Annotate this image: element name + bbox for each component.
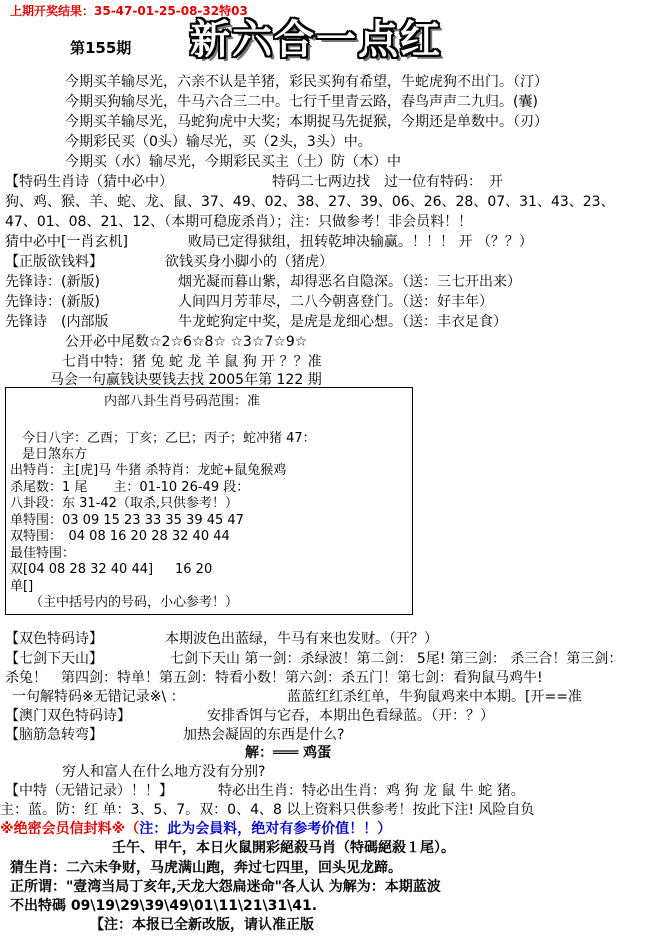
page-title: 新六合一点红 — [190, 17, 442, 63]
shuangse-head: 【双色特码诗】 — [5, 631, 103, 647]
qijian-head: 【七剑下天山】 — [5, 651, 103, 667]
box-bagua: 八卦段：东 31-42（取杀,只供参考！） — [10, 496, 239, 511]
box-bazi: 今日八字：乙酉；丁亥；乙巳；丙子；蛇冲猪 47： — [22, 431, 316, 446]
box-note: （主中括号内的号码，小心参考！） — [30, 595, 239, 610]
xianfeng-text-3: 牛龙蛇狗定中奖，是虎是龙细心想。（送：丰衣足食） — [178, 314, 507, 330]
box-dan: 单特围：03 09 15 23 33 35 39 45 47 — [10, 513, 244, 528]
aomen-head: 【澳门双色特码诗】 — [5, 708, 131, 724]
zhu-line: 主：蓝。防：红 单：3、5、7。双：0、4、8 以上资料只供参考！按此下注! 风险自负 — [0, 802, 535, 818]
xianfeng-label-1: 先锋诗：(新版) — [5, 274, 100, 290]
qixiao-line: 七肖中特：猪 兔 蛇 龙 羊 鼠 狗 开 ？？准 — [62, 354, 322, 370]
box-shi: 是日煞东方 — [22, 447, 88, 462]
aomen-text: 安排香饵与它吞，本期出色看绿蓝。（开：？） — [207, 708, 494, 724]
footer-note: 【注：本报已全新改版，请认准正版 — [90, 917, 314, 933]
caisheng-line: 猜生肖：二六未争财，马虎满山跑，奔过七四里，回头见龙蹄。 — [10, 860, 402, 876]
tema-poem-line2: 47、01、08、21、12、（本期可稳庞杀肖）；注：只做参考！非会员料！！ — [5, 214, 473, 230]
poem-line-3: 今期买羊输尽光，马蛇狗虎中大奖；本期捉马先捉猴，今期还是单数中。（刃） — [65, 114, 548, 130]
renwu-line: 壬午、甲午，本日火鼠開彩絕殺马肖（特碼絕殺１尾）。 — [112, 840, 455, 856]
zhongte-head: 【中特（无错记录）！！】 — [5, 783, 173, 799]
tema-poem-head2: 特码二七两边找 过一位有特码： 开 — [272, 174, 503, 190]
xianfeng-label-2: 先锋诗：(新版) — [5, 294, 100, 310]
xianfeng-text-1: 烟光凝而暮山紫，却得恶名自隐深。（送：三七开出来） — [178, 274, 521, 290]
answer-line: 解：═══ 鸡蛋 — [245, 745, 332, 761]
tema-poem-line1: 狗、鸡、猴、羊、蛇、龙、鼠、37、49、02、38、27、39、06、26、28、07、31、43、23、 — [5, 194, 615, 210]
poem-line-2: 今期买狗输尽光，牛马六合三二中。七行千里青云路，春鸟声声二九归。(囊) — [65, 94, 538, 110]
poem-line-1: 今期买羊输尽光，六亲不认是羊猪，彩民买狗有希望，牛蛇虎狗不出门。（汀） — [65, 74, 548, 90]
poem-line-5: 今期买（水）输尽光，今期彩民买主（土）防（木）中 — [65, 154, 401, 170]
zhongte-text: 特必出生肖：特必出生肖：鸡 狗 龙 鼠 牛 蛇 猪。 — [218, 783, 525, 799]
tema-poem-line3b: 败局已定得狱组，扭转乾坤决输赢。！！！ 开 （？？） — [188, 234, 533, 250]
naojin-head: 【脑筋急转弯】 — [5, 727, 103, 743]
naojin-text: 加热会凝固的东西是什么? — [183, 727, 345, 743]
yiju-text: 蓝蓝红红杀红单，牛狗鼠鸡来中本期。[开==准 — [287, 689, 582, 705]
box-title: 内部八卦生肖号码范围：准 — [104, 394, 261, 409]
box-shuang2b: 16 20 — [175, 562, 213, 577]
box-shuang2: 双[04 08 28 32 40 44] — [10, 562, 154, 577]
tema-poem-line3a: 猜中必中[一肖玄机] — [5, 234, 128, 250]
xianfeng-label-3: 先锋诗 (内部版 — [5, 314, 109, 330]
box-weishu: 杀尾数：1 尾 主：01-10 26-49 段： — [10, 480, 250, 495]
mahui-line: 马会一句赢钱诀要钱去找 2005年第 122 期 — [50, 372, 322, 388]
poem-line-4: 今期彩民买（0头）输尽光，买（2头，3头）中。 — [65, 134, 372, 150]
box-texiao: 出特肖：主[虎]马 牛猪 杀特肖：龙蛇+鼠兔猴鸡 — [10, 463, 287, 478]
box-best: 最佳特围： — [10, 546, 76, 561]
box-dan2: 单[] — [10, 579, 34, 594]
zhengnan-line: 正所谓："壹湾当局丁亥年,天龙大怨扁迷命"各人认 为解为：本期蓝波 — [10, 879, 441, 895]
yiju-head: 一句解特码※无错记录※\ ： — [12, 689, 185, 705]
issue-number: 第155期 — [70, 39, 132, 57]
zhengban-head: 【正版欲钱料】 — [5, 254, 103, 270]
box-shuang: 双特围： 04 08 16 20 28 32 40 44 — [10, 529, 230, 544]
weishu-line: 公开必中尾数☆2☆6☆8☆ ☆3☆7☆9☆ — [65, 334, 308, 350]
tema-poem-head: 【特码生肖诗（猜中必中） — [5, 174, 173, 190]
shuangse-text: 本期波色出蓝绿，牛马有来也发财。（开？） — [165, 631, 438, 647]
last-result: 上期开奖结果：35-47-01-25-08-32特03 — [10, 4, 248, 18]
jueji-line — [0, 821, 391, 838]
zhengban-text: 欲钱买身小脚小的（猪虎） — [165, 254, 333, 270]
qijian-text2: 杀兔！ 第四剑：特单！第五剑：特看小数！第六剑：杀五门！第七剑：看狗鼠马鸡牛! — [5, 670, 543, 686]
qiongren-line: 穷人和富人在什么地方没有分别? — [62, 764, 266, 780]
qijian-text: 七剑下天山 第一剑：杀绿波！第二剑： 5尾! 第三剑： 杀三合！第三剑： — [170, 651, 623, 667]
jueji-red: ※绝密会员信封料※（ — [0, 821, 140, 837]
xianfeng-text-2: 人间四月芳菲尽，二八今朝喜登门。（送：好丰年） — [178, 294, 493, 310]
buchu-line: 不出特碼 09\19\29\39\49\01\11\21\31\41. — [10, 898, 318, 914]
jueji-blue: 注：此为会員料，绝对有参考价值！！） — [139, 821, 392, 837]
